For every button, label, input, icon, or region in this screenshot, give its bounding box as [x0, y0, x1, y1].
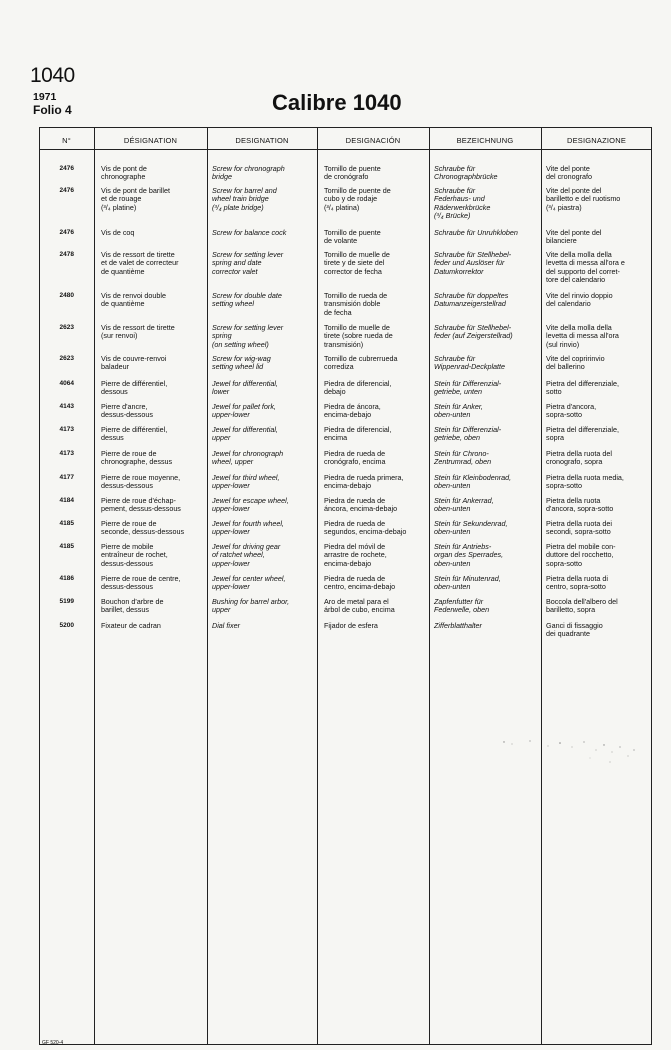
year: 1971 — [33, 91, 57, 103]
designation-fr: Pierre de roue moyenne, dessus-dessous — [101, 473, 181, 491]
designation-fr: Vis de pont de chronographe — [101, 164, 147, 182]
folio: Folio 4 — [33, 103, 72, 117]
part-number: 2476 — [59, 165, 74, 172]
designation-fr: Pierre d'ancre, dessus-dessous — [101, 402, 153, 420]
designation-fr: Pierre de roue d'échap- pement, dessus-dessous — [101, 496, 181, 514]
designation-de: Stein für Sekundenrad, oben-unten — [434, 519, 508, 537]
part-number: 2623 — [59, 324, 74, 331]
designation-it: Vite del ponte del barilletto e del ruotismo (³/₄ piastra) — [546, 186, 621, 212]
designation-es: Piedra de áncora, encima-debajo — [324, 402, 381, 420]
designation-it: Boccola dell'albero del barilletto, sopra — [546, 597, 618, 615]
designation-fr: Fixateur de cadran — [101, 621, 161, 630]
designation-it: Vite del ponte del bilanciere — [546, 228, 602, 246]
scan-specks — [500, 738, 640, 768]
designation-es: Aro de metal para el árbol de cubo, encima — [324, 597, 395, 615]
designation-es: Tornillo de puente de cronógrafo — [324, 164, 381, 182]
designation-es: Tornillo de muelle de tirete (sobre rueda de transmisión) — [324, 323, 393, 349]
designation-it: Pietra d'ancora, sopra-sotto — [546, 402, 597, 420]
column-header-italian: DESIGNAZIONE — [566, 136, 627, 145]
designation-it: Pietra del mobile con- duttore del rocchetto, sopra-sotto — [546, 542, 616, 568]
designation-fr: Pierre de mobile entraîneur de rochet, dessus-dessous — [101, 542, 168, 568]
designation-it: Vite della molla della levetta di messa all'ora e del supporto del corret- tore del calendario — [546, 250, 625, 284]
designation-es: Tornillo de cubrerrueda corrediza — [324, 354, 398, 372]
part-number: 2623 — [59, 355, 74, 362]
designation-it: Pietra della ruota del cronografo, sopra — [546, 449, 612, 467]
designation-it: Vite del ponte del cronografo — [546, 164, 592, 182]
designation-en: Jewel for third wheel, upper-lower — [212, 473, 280, 491]
designation-fr: Pierre de différentiel, dessus — [101, 425, 168, 443]
designation-en: Screw for balance cock — [212, 228, 287, 237]
designation-es: Piedra de rueda de segundos, encima-debajo — [324, 519, 407, 537]
designation-it: Pietra della ruota d'ancora, sopra-sotto — [546, 496, 614, 514]
designation-en: Bushing for barrel arbor, upper — [212, 597, 290, 615]
designation-it: Ganci di fissaggio dei quadrante — [546, 621, 603, 639]
designation-de: Stein für Minutenrad, oben-unten — [434, 574, 501, 592]
designation-fr: Bouchon d'arbre de barillet, dessus — [101, 597, 164, 615]
part-number: 4173 — [59, 450, 74, 457]
part-number: 2476 — [59, 187, 74, 194]
designation-de: Stein für Ankerrad, oben-unten — [434, 496, 494, 514]
designation-en: Screw for chronograph bridge — [212, 164, 285, 182]
designation-en: Jewel for fourth wheel, upper-lower — [212, 519, 284, 537]
designation-it: Pietra della ruota di centro, sopra-sotto — [546, 574, 608, 592]
designation-de: Stein für Differenzial- getriebe, oben — [434, 425, 502, 443]
designation-fr: Vis de coq — [101, 228, 135, 237]
designation-de: Stein für Differenzial- getriebe, unten — [434, 379, 502, 397]
designation-fr: Pierre de roue de seconde, dessus-dessous — [101, 519, 185, 537]
column-divider — [317, 127, 318, 1045]
part-number: 4177 — [59, 474, 74, 481]
designation-en: Screw for wig-wag setting wheel lid — [212, 354, 271, 372]
designation-de: Stein für Anker, oben-unten — [434, 402, 483, 420]
part-number: 2476 — [59, 229, 74, 236]
designation-de: Schraube für Federhaus- und Räderwerkbrücke (³/₄ Brücke) — [434, 186, 491, 220]
designation-de: Schraube für Wippenrad-Deckplatte — [434, 354, 506, 372]
designation-en: Screw for barrel and wheel train bridge (³/₄ plate bridge) — [212, 186, 277, 212]
designation-de: Schraube für Unruhkloben — [434, 228, 518, 237]
designation-fr: Vis de pont de barillet et de rouage (³/₄ platine) — [101, 186, 170, 212]
designation-es: Tornillo de rueda de transmisión doble de fecha — [324, 291, 388, 317]
designation-it: Vite della molla della levetta di messa all'ora (sul rinvio) — [546, 323, 619, 349]
designation-de: Schraube für Chronographbrücke — [434, 164, 498, 182]
column-header-number: N° — [62, 136, 71, 145]
designation-es: Piedra del móvil de arrastre de rochete, encima-debajo — [324, 542, 387, 568]
part-number: 4173 — [59, 426, 74, 433]
column-divider — [541, 127, 542, 1045]
designation-en: Jewel for center wheel, upper-lower — [212, 574, 286, 592]
designation-de: Schraube für Stellhebel- feder (auf Zeigerstellrad) — [434, 323, 513, 341]
designation-en: Jewel for escape wheel, upper-lower — [212, 496, 289, 514]
designation-fr: Vis de ressort de tirette et de valet de correcteur de quantième — [101, 250, 179, 276]
form-code: GF 520-4 — [42, 1040, 64, 1046]
designation-en: Screw for setting lever spring and date corrector valet — [212, 250, 284, 276]
designation-es: Piedra de rueda primera, encima-debajo — [324, 473, 404, 491]
column-header-german: BEZEICHNUNG — [456, 136, 514, 145]
designation-de: Stein für Kleinbodenrad, oben-unten — [434, 473, 512, 491]
designation-it: Pietra del differenziale, sopra — [546, 425, 619, 443]
designation-en: Screw for double date setting wheel — [212, 291, 282, 309]
designation-fr: Pierre de différentiel, dessous — [101, 379, 168, 397]
column-header-french: DÉSIGNATION — [123, 136, 178, 145]
designation-de: Zapfenfutter für Federwelle, oben — [434, 597, 490, 615]
designation-en: Dial fixer — [212, 621, 240, 630]
designation-fr: Vis de couvre-renvoi baladeur — [101, 354, 167, 372]
designation-es: Piedra de rueda de cronógrafo, encima — [324, 449, 386, 467]
designation-it: Pietra del differenziale, sotto — [546, 379, 619, 397]
designation-de: Stein für Chrono- Zentrumrad, oben — [434, 449, 492, 467]
column-header-spanish: DESIGNACIÓN — [345, 136, 401, 145]
part-number: 5200 — [59, 622, 74, 629]
designation-de: Zifferblatthalter — [434, 621, 482, 630]
designation-es: Fijador de esfera — [324, 621, 378, 630]
header-divider — [39, 149, 652, 150]
designation-de: Schraube für doppeltes Datumanzeigerstellrad — [434, 291, 509, 309]
designation-es: Tornillo de puente de cubo y de rodaje (³/₄ platina) — [324, 186, 391, 212]
part-number: 4184 — [59, 497, 74, 504]
calibre-number: 1040 — [30, 64, 75, 87]
designation-it: Vite del copririnvio del ballerino — [546, 354, 605, 372]
designation-fr: Pierre de roue de centre, dessus-dessous — [101, 574, 181, 592]
part-number: 4185 — [59, 520, 74, 527]
designation-es: Tornillo de muelle de tirete y de siete del corrector de fecha — [324, 250, 390, 276]
designation-de: Stein für Antriebs- organ des Sperrades, oben-unten — [434, 542, 504, 568]
designation-en: Jewel for differential, lower — [212, 379, 278, 397]
designation-it: Pietra della ruota media, sopra-sotto — [546, 473, 624, 491]
part-number: 5199 — [59, 598, 74, 605]
designation-fr: Vis de renvoi double de quantième — [101, 291, 166, 309]
designation-it: Vite del rinvio doppio del calendario — [546, 291, 613, 309]
designation-es: Piedra de diferencial, encima — [324, 425, 392, 443]
designation-es: Piedra de diferencial, debajo — [324, 379, 392, 397]
designation-es: Piedra de rueda de centro, encima-debajo — [324, 574, 396, 592]
part-number: 4185 — [59, 543, 74, 550]
designation-fr: Vis de ressort de tirette (sur renvoi) — [101, 323, 175, 341]
part-number: 2478 — [59, 251, 74, 258]
designation-en: Jewel for chronograph wheel, upper — [212, 449, 284, 467]
column-header-english: DESIGNATION — [235, 136, 289, 145]
designation-fr: Pierre de roue de chronographe, dessus — [101, 449, 173, 467]
designation-de: Schraube für Stellhebel- feder und Auslöser für Datumkorrektor — [434, 250, 512, 276]
designation-it: Pietra della ruota dei secondi, sopra-sotto — [546, 519, 612, 537]
designation-en: Screw for setting lever spring (on setting wheel) — [212, 323, 284, 349]
designation-en: Jewel for differential, upper — [212, 425, 278, 443]
column-divider — [94, 127, 95, 1045]
page-title: Calibre 1040 — [272, 90, 402, 115]
part-number: 4186 — [59, 575, 74, 582]
part-number: 4143 — [59, 403, 74, 410]
designation-en: Jewel for pallet fork, upper-lower — [212, 402, 276, 420]
designation-en: Jewel for driving gear of ratchet wheel, upper-lower — [212, 542, 281, 568]
part-number: 2480 — [59, 292, 74, 299]
designation-es: Piedra de rueda de áncora, encima-debajo — [324, 496, 398, 514]
designation-es: Tornillo de puente de volante — [324, 228, 381, 246]
part-number: 4064 — [59, 380, 74, 387]
